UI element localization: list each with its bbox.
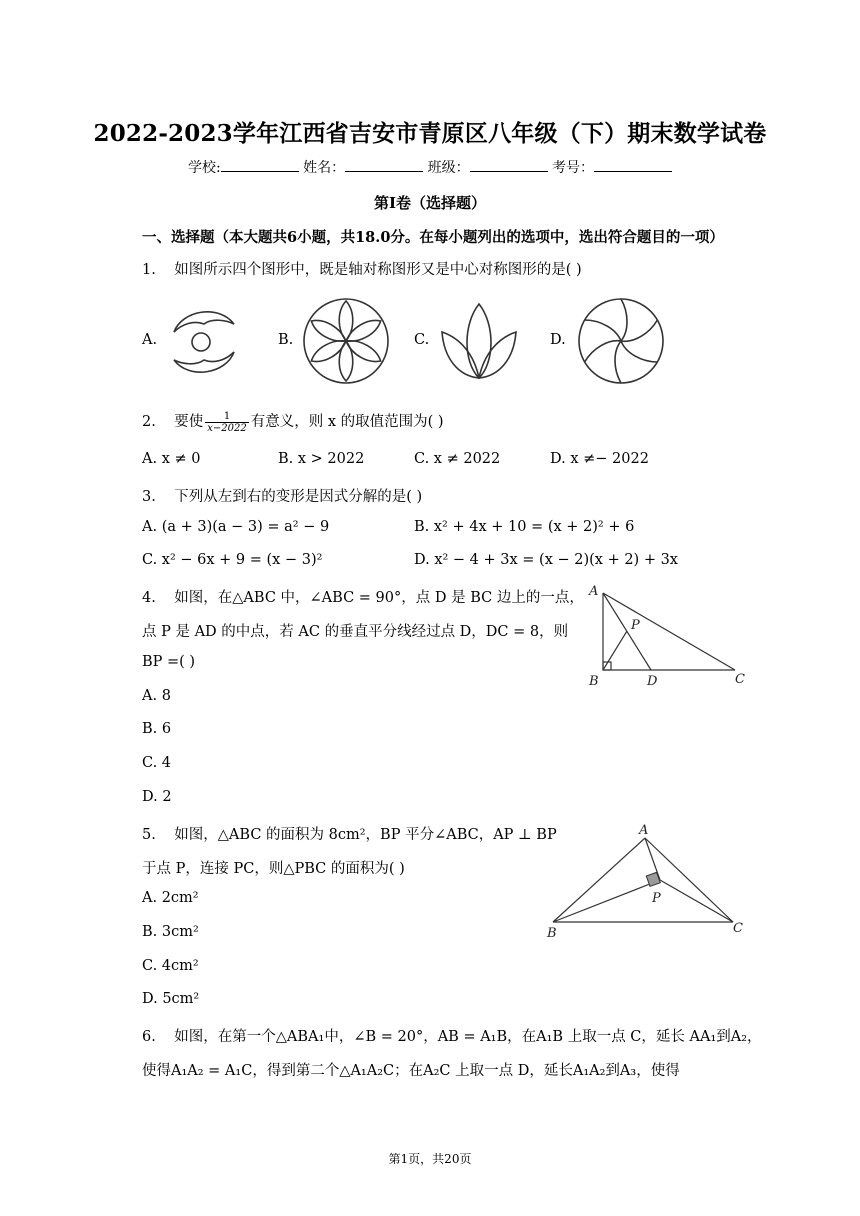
q2-option-a[interactable]: A. x ≠ 0	[142, 451, 201, 467]
q4-label-a: A	[589, 584, 599, 599]
exam-no-blank[interactable]	[594, 159, 672, 172]
q4-triangle-figure	[585, 585, 755, 695]
q5-option-d[interactable]: D. 5cm²	[142, 991, 200, 1007]
q5-label-c: C	[733, 921, 743, 936]
question-text: 如图所示四个图形中，既是轴对称图形又是中心对称图形的是( )	[174, 262, 582, 278]
q4-label-c: C	[735, 672, 745, 687]
fraction-numerator: 1	[205, 411, 248, 423]
q3-option-d[interactable]: D. x² − 4 + 3x = (x − 2)(x + 2) + 3x	[414, 552, 678, 568]
q4-option-a[interactable]: A. 8	[142, 688, 171, 704]
q1-option-a-figure	[164, 302, 244, 382]
question-text-line1: 如图，在△ABC 中，∠ABC = 90°，点 D 是 BC 边上的一点，	[174, 590, 584, 606]
name-blank[interactable]	[345, 159, 423, 172]
question-number: 4.	[142, 590, 156, 606]
question-4	[142, 586, 584, 607]
q1-option-a-label[interactable]: A.	[142, 332, 158, 348]
question-6-line2: 使得A₁A₂ = A₁C，得到第二个△A₁A₂C；在A₂C 上取一点 D，延长A₁A₂到A₃，使得	[142, 1063, 680, 1079]
fraction-denominator: x−2022	[207, 422, 247, 434]
q1-option-b-label[interactable]: B.	[278, 332, 294, 348]
q5-triangle-figure	[545, 820, 755, 945]
question-4-line2: 点 P 是 AD 的中点，若 AC 的垂直平分线经过点 D，DC = 8，则	[142, 624, 569, 640]
q2-option-b[interactable]: B. x > 2022	[278, 451, 365, 467]
q1-option-c-figure	[438, 302, 520, 380]
question-number: 1.	[142, 262, 156, 278]
school-label: 学校:	[187, 160, 221, 176]
question-4-line3: BP =( )	[142, 654, 196, 670]
question-number: 5.	[142, 827, 156, 843]
name-label: 姓名：	[303, 160, 346, 176]
q5-option-b[interactable]: B. 3cm²	[142, 924, 199, 940]
q2-option-d[interactable]: D. x ≠− 2022	[550, 451, 649, 467]
q5-label-p: P	[652, 891, 661, 906]
question-number: 6.	[142, 1029, 156, 1045]
question-6	[142, 1025, 762, 1046]
section-title: 第I卷（选择题）	[373, 194, 487, 212]
school-blank[interactable]	[221, 159, 299, 172]
q5-label-b: B	[547, 926, 557, 941]
part-title: 一、选择题（本大题共6小题，共18.0分。在每小题列出的选项中，选出符合题目的一项）	[142, 229, 724, 246]
q1-option-d-label[interactable]: D.	[550, 332, 566, 348]
q3-option-b[interactable]: B. x² + 4x + 10 = (x + 2)² + 6	[414, 519, 635, 535]
question-number: 3.	[142, 489, 156, 505]
student-info-line	[0, 157, 860, 177]
question-text-line1: 如图，在第一个△ABA₁中，∠B = 20°，AB = A₁B，在A₁B 上取一点 C，延长 AA₁到A₂，	[174, 1029, 762, 1045]
q1-option-d-figure	[578, 298, 664, 384]
q4-label-b: B	[589, 674, 599, 689]
question-3	[142, 485, 422, 506]
q5-option-a[interactable]: A. 2cm²	[142, 890, 199, 906]
question-text: 下列从左到右的变形是因式分解的是( )	[174, 489, 423, 505]
page-footer: 第1页，共20页	[388, 1152, 472, 1166]
q3-option-c[interactable]: C. x² − 6x + 9 = (x − 3)²	[142, 552, 323, 568]
question-5-line2: 于点 P，连接 PC，则△PBC 的面积为( )	[142, 861, 405, 877]
fraction	[205, 411, 248, 434]
question-2	[142, 410, 444, 434]
q4-option-b[interactable]: B. 6	[142, 721, 172, 737]
question-5	[142, 823, 557, 844]
question-text-before: 要使	[174, 414, 204, 430]
q4-label-p: P	[631, 618, 640, 633]
question-1	[142, 258, 582, 279]
q4-option-d[interactable]: D. 2	[142, 789, 172, 805]
question-text-after: 有意义，则 x 的取值范围为( )	[250, 414, 444, 430]
exam-title: 2022-2023学年江西省吉安市青原区八年级（下）期末数学试卷	[93, 120, 767, 147]
q5-label-a: A	[639, 823, 649, 838]
q4-label-d: D	[647, 674, 658, 689]
class-blank[interactable]	[470, 159, 548, 172]
q5-option-c[interactable]: C. 4cm²	[142, 958, 199, 974]
q3-option-a[interactable]: A. (a + 3)(a − 3) = a² − 9	[142, 519, 330, 535]
question-number: 2.	[142, 414, 156, 430]
q2-option-c[interactable]: C. x ≠ 2022	[414, 451, 501, 467]
q1-option-c-label[interactable]: C.	[414, 332, 430, 348]
q4-option-c[interactable]: C. 4	[142, 755, 172, 771]
exam-no-label: 考号：	[552, 160, 595, 176]
class-label: 班级：	[427, 160, 470, 176]
q1-option-b-figure	[303, 298, 389, 384]
question-text-line1: 如图，△ABC 的面积为 8cm²，BP 平分∠ABC，AP ⊥ BP	[174, 827, 557, 843]
